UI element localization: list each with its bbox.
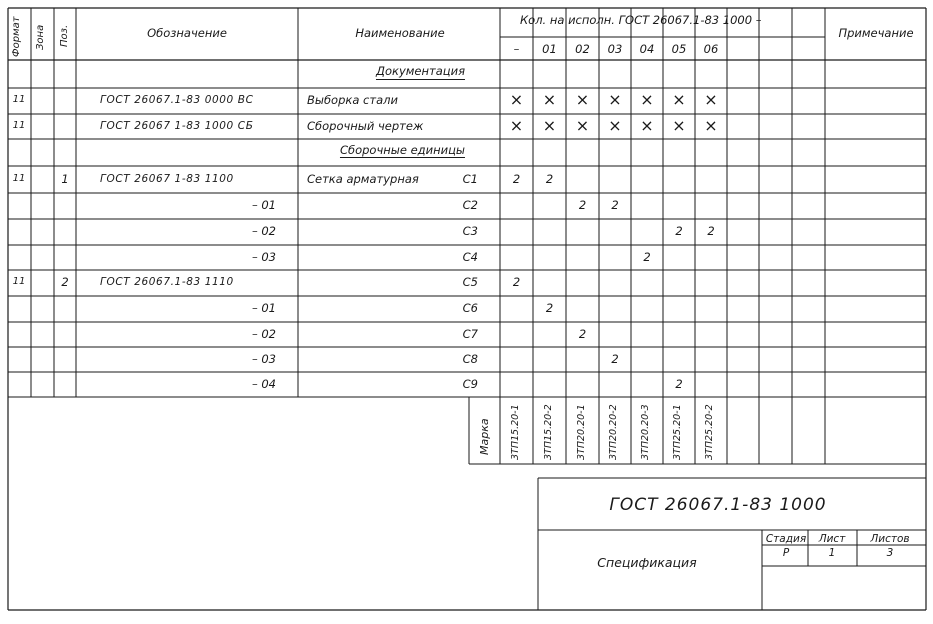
row-code: С3 <box>462 224 478 238</box>
sheets-value: 3 <box>886 547 894 559</box>
row-designation: ГОСТ 26067.1-83 0000 ВС <box>100 94 254 106</box>
qty-mark: × <box>509 90 524 109</box>
qty-mark: × <box>640 115 654 135</box>
header-format: Формат <box>11 16 22 57</box>
stage-value: Р <box>782 547 790 559</box>
qty-value: 2 <box>545 301 554 315</box>
doc-title: Спецификация <box>597 555 697 570</box>
qty-mark: × <box>608 115 622 135</box>
qty-mark: × <box>672 115 686 135</box>
mark-item: 3ТП20.20-2 <box>608 404 619 460</box>
qty-value: 2 <box>643 249 651 264</box>
row-designation: – 02 <box>251 326 276 341</box>
row-designation: ГОСТ 26067.1-83 1110 <box>100 276 234 288</box>
row-designation: – 01 <box>251 198 276 212</box>
qty-mark: × <box>672 90 686 109</box>
row-designation: ГОСТ 26067 1-83 1000 СБ <box>100 119 254 132</box>
qty-value: 2 <box>578 198 587 212</box>
row-name: Сборочный чертеж <box>307 118 424 133</box>
row-format: 11 <box>12 94 26 105</box>
qty-mark: × <box>704 90 718 109</box>
row-code: С1 <box>462 171 478 186</box>
qty-value: 2 <box>545 171 554 186</box>
mark-item: 3ТП25.20-2 <box>704 404 715 460</box>
qty-value: 2 <box>512 275 521 289</box>
row-code: С4 <box>462 249 478 264</box>
sheet-value: 1 <box>828 547 836 559</box>
row-designation: – 03 <box>251 249 276 264</box>
row-code: С5 <box>462 275 478 289</box>
section-heading: Документация <box>375 64 465 78</box>
row-designation: – 03 <box>251 351 276 366</box>
variant-header: 02 <box>575 42 590 56</box>
mark-item: 3ТП25.20-1 <box>672 404 683 460</box>
qty-mark: × <box>509 115 524 135</box>
header-zone: Зона <box>35 24 46 50</box>
stage-label: Стадия <box>765 533 807 545</box>
mark-item: 3ТП20.20-1 <box>575 404 587 460</box>
row-format: 11 <box>12 172 26 184</box>
qty-value: 2 <box>611 351 619 366</box>
header-name: Наименование <box>355 26 445 40</box>
row-name: Сетка арматурная <box>307 171 419 186</box>
doc-number: ГОСТ 26067.1-83 1000 <box>609 495 827 515</box>
qty-value: 2 <box>611 198 619 212</box>
qty-value: 2 <box>675 376 683 391</box>
variant-header: 03 <box>607 42 623 56</box>
row-designation: – 01 <box>251 301 276 315</box>
row-code: С6 <box>462 301 478 315</box>
qty-value: 2 <box>578 326 587 341</box>
qty-mark: × <box>704 115 718 135</box>
mark-item: 3ТП20.20-3 <box>640 404 651 460</box>
row-code: С8 <box>462 351 478 366</box>
header-qty-title: Кол. на исполн. ГОСТ 26067.1-83 1000 – <box>520 13 762 27</box>
qty-mark: × <box>575 90 590 109</box>
qty-mark: × <box>575 115 590 135</box>
row-designation: – 02 <box>251 224 276 238</box>
section-heading: Сборочные единицы <box>339 142 465 157</box>
variant-header: 06 <box>703 42 719 56</box>
row-position: 1 <box>61 171 69 186</box>
row-format: 11 <box>12 276 26 287</box>
row-format: 11 <box>12 119 26 131</box>
qty-value: 2 <box>675 224 683 238</box>
qty-mark: × <box>542 90 557 109</box>
header-pos: Поз. <box>59 24 70 47</box>
row-code: С2 <box>462 198 478 212</box>
header-designation: Обозначение <box>147 26 227 40</box>
row-name: Выборка стали <box>307 93 398 107</box>
row-code: С7 <box>462 326 478 341</box>
variant-header: – <box>513 42 520 56</box>
row-designation: ГОСТ 26067 1-83 1100 <box>100 172 234 185</box>
row-code: С9 <box>462 376 478 391</box>
row-position: 2 <box>61 275 69 289</box>
variant-header: 01 <box>542 42 557 56</box>
qty-value: 2 <box>512 171 521 186</box>
qty-mark: × <box>608 90 622 109</box>
mark-item: 3ТП15.20-1 <box>509 404 521 460</box>
sheets-label: Листов <box>870 533 910 545</box>
variant-header: 04 <box>639 42 655 56</box>
qty-value: 2 <box>707 224 715 238</box>
mark-item: 3ТП15.20-2 <box>542 404 554 460</box>
header-note: Примечание <box>838 26 914 40</box>
variant-header: 05 <box>671 42 687 56</box>
sheet-label: Лист <box>818 533 846 545</box>
qty-mark: × <box>542 115 557 135</box>
marks-label: Марка <box>478 418 491 455</box>
qty-mark: × <box>640 90 654 109</box>
row-designation: – 04 <box>251 376 276 391</box>
